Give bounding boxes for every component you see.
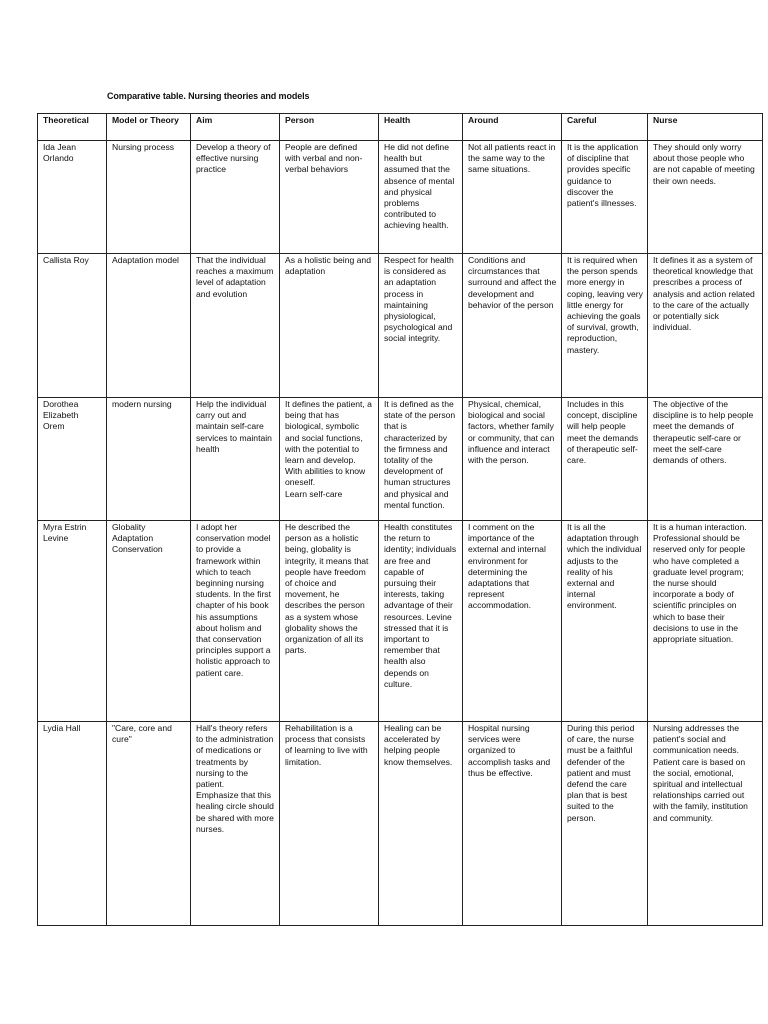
header-person: Person (280, 114, 379, 141)
cell-careful: It is required when the person spends more energy in coping, leaving very little energy for achieving the goals of survival, growth, reproduction, mastery. (562, 254, 648, 398)
cell-aim: That the individual reaches a maximum level of adaptation and evolution (191, 254, 280, 398)
table-row-levine (38, 521, 763, 722)
table-row-orem (38, 398, 763, 521)
header-around: Around (463, 114, 562, 141)
document-title: Comparative table. Nursing theories and models (107, 91, 310, 101)
table-row-hall (38, 722, 763, 926)
header-theoretical: Theoretical (38, 114, 107, 141)
cell-nurse: It is a human interaction. Professional should be reserved only for people who have completed a graduate level program; the nurse should incorporate a body of scientific principles on which to base their decisions to use in the appropriate situation. (648, 521, 763, 722)
comparison-table (37, 113, 763, 926)
cell-health: Health constitutes the return to identity; individuals are free and capable of pursuing their interests, taking advantage of their resources. Levine stressed that it is important to remember that health also depends on culture. (379, 521, 463, 722)
cell-person: People are defined with verbal and non-verbal behaviors (280, 141, 379, 254)
cell-nurse: Nursing addresses the patient's social and communication needs. Patient care is based on the social, emotional, spiritual and intellectual relationships carried out with the family, institution and community. (648, 722, 763, 926)
cell-model: modern nursing (107, 398, 191, 521)
cell-theoretical: Myra Estrin Levine (38, 521, 107, 722)
cell-around: I comment on the importance of the external and internal environment for determining the adaptations that represent accommodation. (463, 521, 562, 722)
header-aim: Aim (191, 114, 280, 141)
cell-model: Globality Adaptation Conservation (107, 521, 191, 722)
header-health: Health (379, 114, 463, 141)
cell-person: He described the person as a holistic being, globality is integrity, it means that people have freedom of choice and movement, he describes the person as a system whose globality shows the organization of all its parts. (280, 521, 379, 722)
cell-health: Healing can be accelerated by helping people know themselves. (379, 722, 463, 926)
cell-health: Respect for health is considered as an adaptation process in maintaining physiological, psychological and social integrity. (379, 254, 463, 398)
cell-aim: Help the individual carry out and maintain self-care services to maintain health (191, 398, 280, 521)
cell-aim: Hall's theory refers to the administration of medications or treatments by nursing to the patient. Emphasize that this healing circle should be shared with more nurses. (191, 722, 280, 926)
cell-theoretical: Lydia Hall (38, 722, 107, 926)
cell-around: Conditions and circumstances that surround and affect the development and behavior of the person (463, 254, 562, 398)
cell-theoretical: Dorothea Elizabeth Orem (38, 398, 107, 521)
cell-around: Hospital nursing services were organized to accomplish tasks and thus be effective. (463, 722, 562, 926)
cell-person: As a holistic being and adaptation (280, 254, 379, 398)
cell-person: It defines the patient, a being that has biological, symbolic and social functions, with the potential to learn and develop. With abilities to know oneself. Learn self-care (280, 398, 379, 521)
header-careful: Careful (562, 114, 648, 141)
cell-model: Adaptation model (107, 254, 191, 398)
header-model-or-theory: Model or Theory (107, 114, 191, 141)
cell-theoretical: Callista Roy (38, 254, 107, 398)
cell-careful: Includes in this concept, discipline will help people meet the demands of therapeutic self-care. (562, 398, 648, 521)
cell-aim: I adopt her conservation model to provide a framework within which to teach beginning nursing students. In the first chapter of his book his assumptions about holism and that conservation principles support a holistic approach to patient care. (191, 521, 280, 722)
cell-model: "Care, core and cure" (107, 722, 191, 926)
cell-theoretical: Ida Jean Orlando (38, 141, 107, 254)
cell-careful: It is the application of discipline that provides specific guidance to discover the patient's illnesses. (562, 141, 648, 254)
cell-aim: Develop a theory of effective nursing practice (191, 141, 280, 254)
cell-careful: During this period of care, the nurse must be a faithful defender of the patient and must defend the care plan that is best suited to the person. (562, 722, 648, 926)
cell-nurse: The objective of the discipline is to help people meet the demands of therapeutic self-care or meet the self-care demands of others. (648, 398, 763, 521)
header-nurse: Nurse (648, 114, 763, 141)
cell-health: It is defined as the state of the person that is characterized by the firmness and totality of the development of human structures and physical and mental function. (379, 398, 463, 521)
cell-health: He did not define health but assumed that the absence of mental and physical problems contributed to achieving health. (379, 141, 463, 254)
cell-nurse: It defines it as a system of theoretical knowledge that prescribes a process of analysis and action related to the care of the actually or potentially sick individual. (648, 254, 763, 398)
cell-careful: It is all the adaptation through which the individual adjusts to the reality of his external and internal environment. (562, 521, 648, 722)
header-row (38, 114, 763, 141)
cell-person: Rehabilitation is a process that consists of learning to live with limitation. (280, 722, 379, 926)
table-row-orlando (38, 141, 763, 254)
cell-around: Not all patients react in the same way to the same situations. (463, 141, 562, 254)
table-row-roy (38, 254, 763, 398)
cell-model: Nursing process (107, 141, 191, 254)
cell-around: Physical, chemical, biological and social factors, whether family or community, that can influence and interact with the person. (463, 398, 562, 521)
cell-nurse: They should only worry about those people who are not capable of meeting their own needs. (648, 141, 763, 254)
